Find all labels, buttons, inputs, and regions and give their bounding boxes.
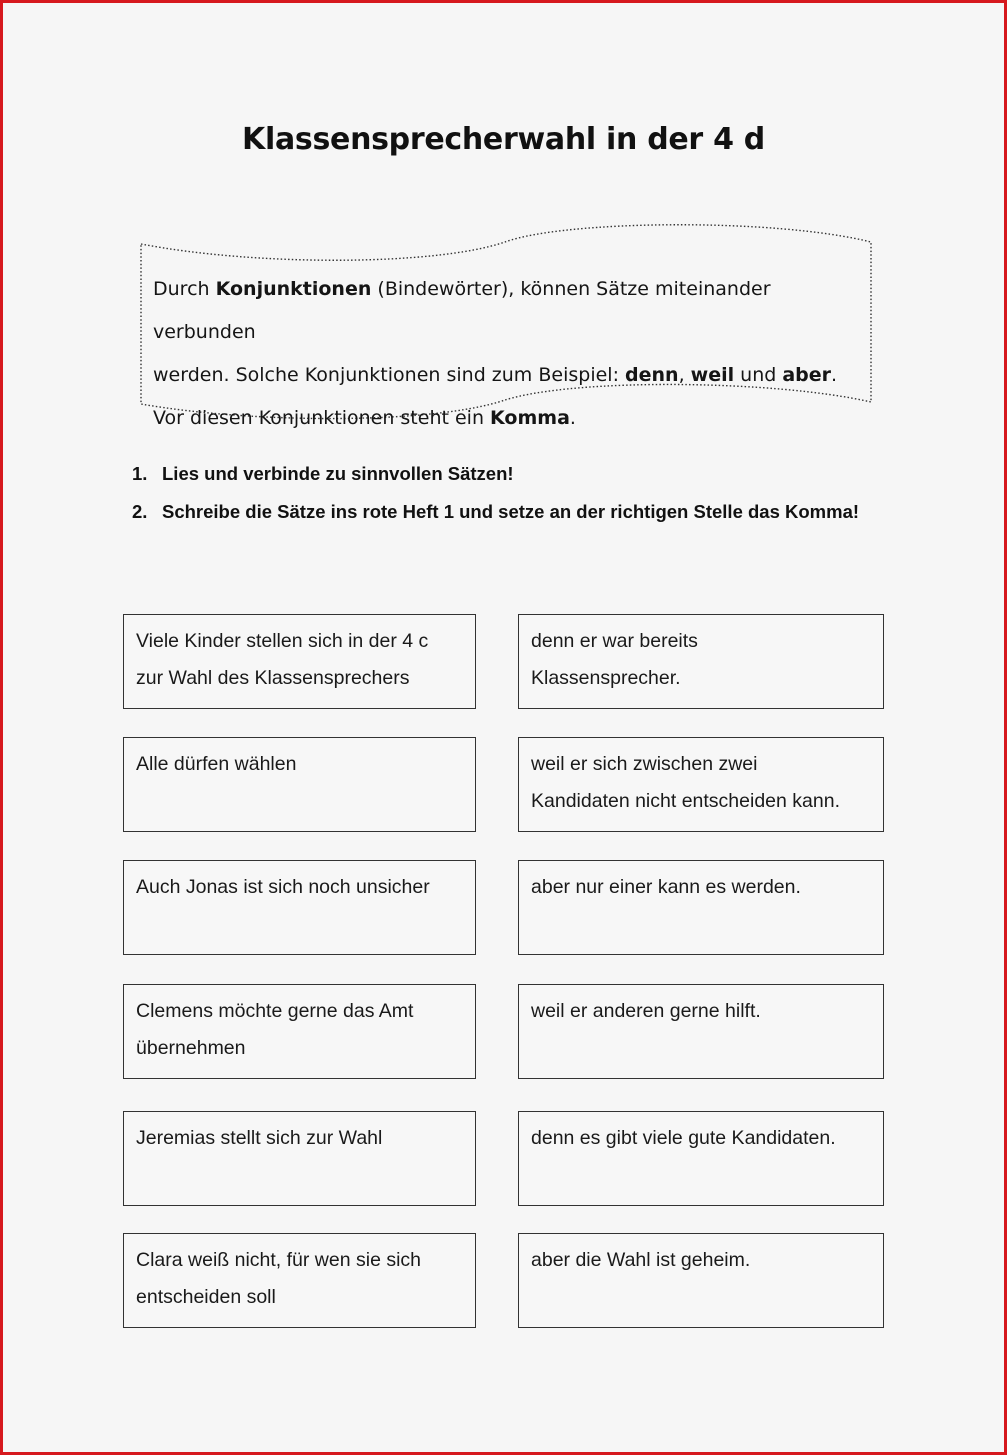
- task-list: [132, 455, 932, 531]
- task-number: 2.: [132, 501, 148, 522]
- task-text: Lies und verbinde zu sinnvollen Sätzen!: [162, 463, 514, 484]
- task-text: Schreibe die Sätze ins rote Heft 1 und setze an der richtigen Stelle das Komma!: [162, 501, 860, 522]
- term-weil: weil: [690, 364, 735, 386]
- task-number: 1.: [132, 463, 148, 484]
- sentence-start-box: Clemens möchte gerne das Amt übernehmen: [123, 984, 476, 1079]
- info-text: [153, 268, 865, 440]
- sentence-start-box: Auch Jonas ist sich noch unsicher: [123, 860, 476, 955]
- info-line-1: Durch Konjunktionen (Bindewörter), können Sätze miteinander verbunden: [153, 278, 771, 343]
- sentence-end-box: weil er sich zwischen zwei Kandidaten nicht entscheiden kann.: [518, 737, 884, 832]
- task-item: [132, 493, 932, 531]
- info-line-2: werden. Solche Konjunktionen sind zum Beispiel: denn, weil und aber.: [153, 364, 838, 386]
- task-item: [132, 455, 932, 493]
- term-komma: Komma: [490, 407, 570, 429]
- sentence-end-box: denn es gibt viele gute Kandidaten.: [518, 1111, 884, 1206]
- info-banner: [135, 220, 877, 428]
- info-line-3: Vor diesen Konjunktionen steht ein Komma.: [153, 407, 576, 429]
- sentence-end-box: aber die Wahl ist geheim.: [518, 1233, 884, 1328]
- term-aber: aber: [782, 364, 832, 386]
- sentence-end-box: aber nur einer kann es werden.: [518, 860, 884, 955]
- term-denn: denn: [625, 364, 679, 386]
- sentence-start-box: Clara weiß nicht, für wen sie sich entscheiden soll: [123, 1233, 476, 1328]
- sentence-end-box: weil er anderen gerne hilft.: [518, 984, 884, 1079]
- sentence-end-box: denn er war bereits Klassensprecher.: [518, 614, 884, 709]
- worksheet-title: Klassensprecherwahl in der 4 d: [242, 122, 765, 157]
- sentence-start-box: Viele Kinder stellen sich in der 4 c zur Wahl des Klassensprechers: [123, 614, 476, 709]
- sentence-start-box: Alle dürfen wählen: [123, 737, 476, 832]
- sentence-start-box: Jeremias stellt sich zur Wahl: [123, 1111, 476, 1206]
- term-konjunktionen: Konjunktionen: [215, 278, 372, 300]
